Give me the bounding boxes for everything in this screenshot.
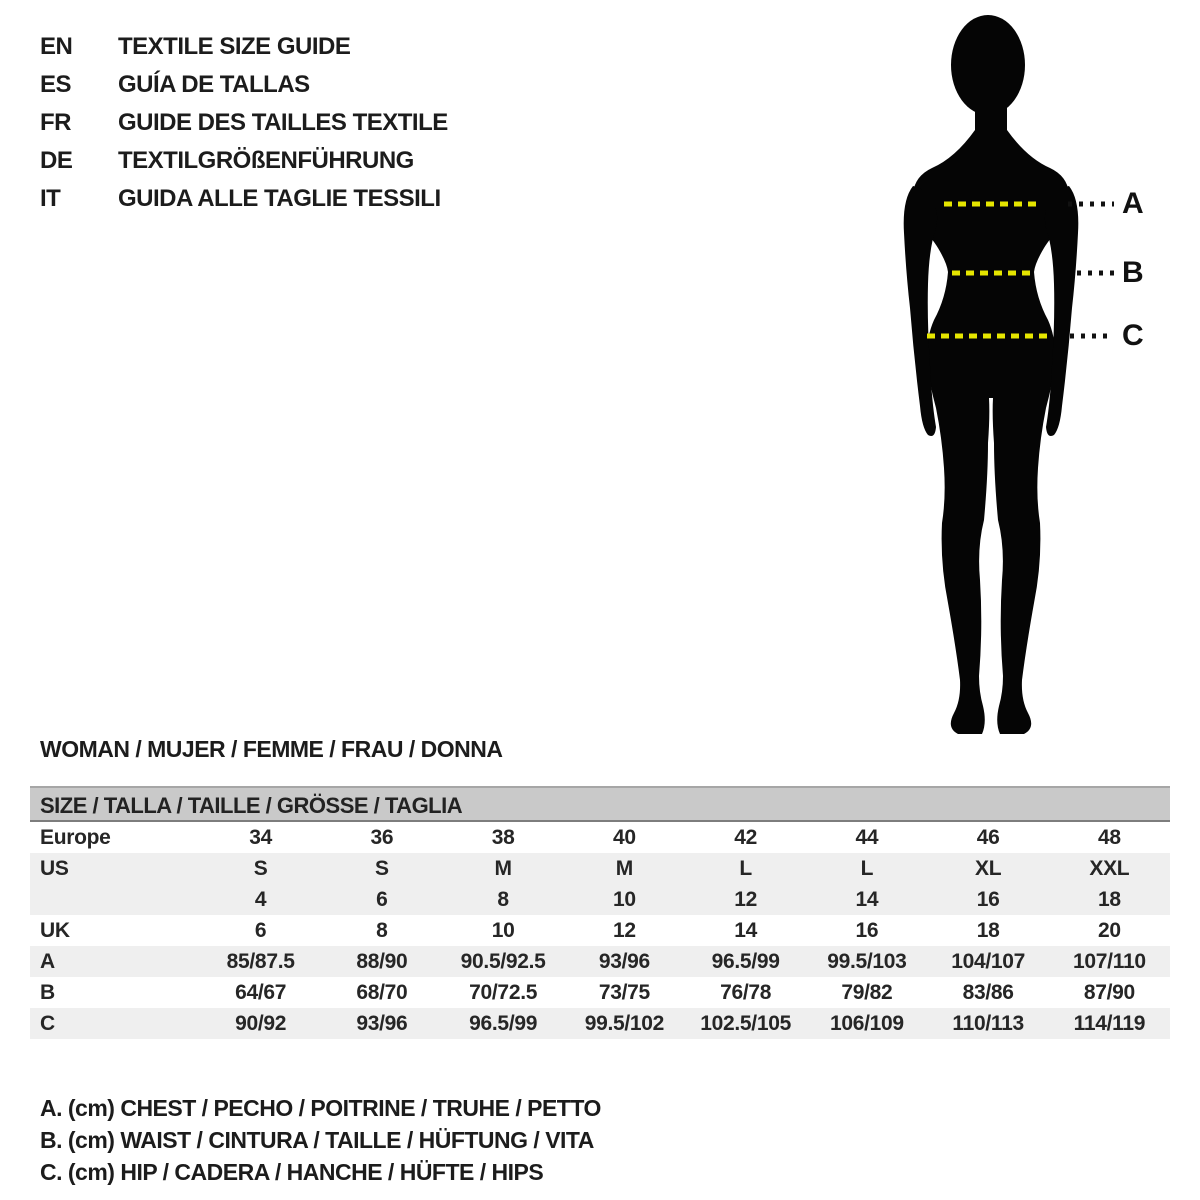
language-code: FR [40, 109, 71, 136]
table-row [30, 915, 1170, 946]
table-row [30, 946, 1170, 977]
size-value: 104/107 [951, 949, 1026, 973]
language-title: GUIDE DES TAILLES TEXTILE [118, 109, 448, 136]
size-value: 20 [1097, 918, 1121, 942]
row-label: US [40, 856, 69, 880]
size-value: 16 [976, 887, 1000, 911]
size-value: 6 [376, 887, 388, 911]
size-value: M [494, 856, 512, 880]
language-row-de [40, 142, 448, 180]
language-code: IT [40, 185, 61, 212]
language-title: TEXTILE SIZE GUIDE [118, 33, 351, 60]
legend-line-hip: C. (cm) HIP / CADERA / HANCHE / HÜFTE / HIPS [40, 1159, 544, 1185]
size-value: 73/75 [598, 980, 650, 1004]
size-value: 93/96 [598, 949, 650, 973]
size-value: XXL [1089, 856, 1130, 880]
size-table-body [30, 822, 1170, 1039]
size-value: 76/78 [720, 980, 772, 1004]
size-value: 96.5/99 [469, 1011, 538, 1035]
body-shape [912, 100, 1070, 734]
size-value: M [615, 856, 633, 880]
size-value: L [860, 856, 874, 880]
size-value: 6 [254, 918, 267, 942]
size-value: 106/109 [829, 1011, 904, 1035]
size-value: 12 [734, 887, 757, 911]
language-row-it [40, 180, 448, 218]
gender-title: WOMAN / MUJER / FEMME / FRAU / DONNA [40, 736, 503, 762]
size-value: 10 [612, 887, 636, 911]
measurement-figure [880, 8, 1130, 743]
language-code: DE [40, 147, 73, 174]
size-value: 83/86 [962, 980, 1014, 1004]
language-title: GUIDA ALLE TAGLIE TESSILI [118, 185, 441, 212]
size-value: 18 [1097, 887, 1121, 911]
size-value: 110/113 [952, 1011, 1024, 1035]
size-value: 16 [855, 918, 879, 942]
size-value: 107/110 [1073, 949, 1146, 973]
size-value: 18 [976, 918, 1000, 942]
measure-label-b: B [1122, 256, 1144, 289]
size-value: 90.5/92.5 [460, 949, 546, 973]
row-label: B [40, 980, 55, 1004]
table-header: SIZE / TALLA / TAILLE / GRÖSSE / TAGLIA [30, 786, 1170, 822]
size-value: 10 [491, 918, 515, 942]
table-row [30, 822, 1170, 853]
size-value: 87/90 [1083, 980, 1135, 1004]
size-value: 38 [491, 825, 515, 849]
language-row-es [40, 66, 448, 104]
row-label: C [40, 1011, 55, 1035]
legend-line-waist: B. (cm) WAIST / CINTURA / TAILLE / HÜFTUNG / VITA [40, 1127, 594, 1153]
right-arm-shape [1045, 186, 1078, 436]
size-value: 90/92 [235, 1011, 287, 1035]
size-value: 79/82 [841, 980, 893, 1004]
woman-silhouette [880, 8, 1130, 743]
size-value: 8 [376, 918, 388, 942]
language-code: EN [40, 33, 73, 60]
measure-label-a: A [1122, 187, 1144, 220]
table-row [30, 884, 1170, 915]
size-value: 14 [855, 887, 879, 911]
size-value: 40 [612, 825, 636, 849]
language-title: GUÍA DE TALLAS [118, 71, 310, 98]
size-value: 48 [1097, 825, 1121, 849]
size-value: L [739, 856, 752, 880]
size-value: XL [975, 856, 1002, 880]
table-row [30, 977, 1170, 1008]
size-value: 64/67 [235, 980, 287, 1004]
size-value: 68/70 [356, 980, 408, 1004]
language-row-en [40, 28, 448, 66]
row-label: A [40, 949, 55, 973]
size-value: 99.5/103 [827, 949, 907, 973]
size-value: 34 [249, 825, 272, 849]
size-value: 8 [497, 887, 509, 911]
size-value: 14 [734, 918, 757, 942]
size-value: 102.5/105 [700, 1011, 791, 1035]
language-list [40, 28, 448, 218]
size-value: 42 [734, 825, 757, 849]
size-value: 70/72.5 [469, 980, 538, 1004]
row-label: Europe [40, 825, 111, 849]
table-row [30, 853, 1170, 884]
size-value: 44 [855, 825, 879, 849]
size-value: 46 [976, 825, 1000, 849]
size-value: 114/119 [1073, 1011, 1146, 1035]
size-value: 96.5/99 [711, 949, 780, 973]
measurement-legend [40, 1092, 601, 1188]
size-value: S [375, 856, 389, 880]
size-value: S [253, 856, 268, 880]
measure-label-c: C [1122, 319, 1144, 352]
language-row-fr [40, 104, 448, 142]
size-value: 4 [254, 887, 267, 911]
size-value: 99.5/102 [584, 1011, 665, 1035]
language-title: TEXTILGRÖßENFÜHRUNG [118, 147, 414, 174]
language-code: ES [40, 71, 72, 98]
size-value: 12 [612, 918, 636, 942]
left-arm-shape [904, 186, 937, 436]
size-table [30, 786, 1170, 1039]
size-value: 88/90 [356, 949, 408, 973]
row-label: UK [40, 918, 70, 942]
table-row [30, 1008, 1170, 1039]
legend-line-chest: A. (cm) CHEST / PECHO / POITRINE / TRUHE / PETTO [40, 1095, 601, 1121]
size-value: 93/96 [356, 1011, 408, 1035]
size-value: 85/87.5 [226, 949, 295, 973]
size-value: 36 [370, 825, 394, 849]
